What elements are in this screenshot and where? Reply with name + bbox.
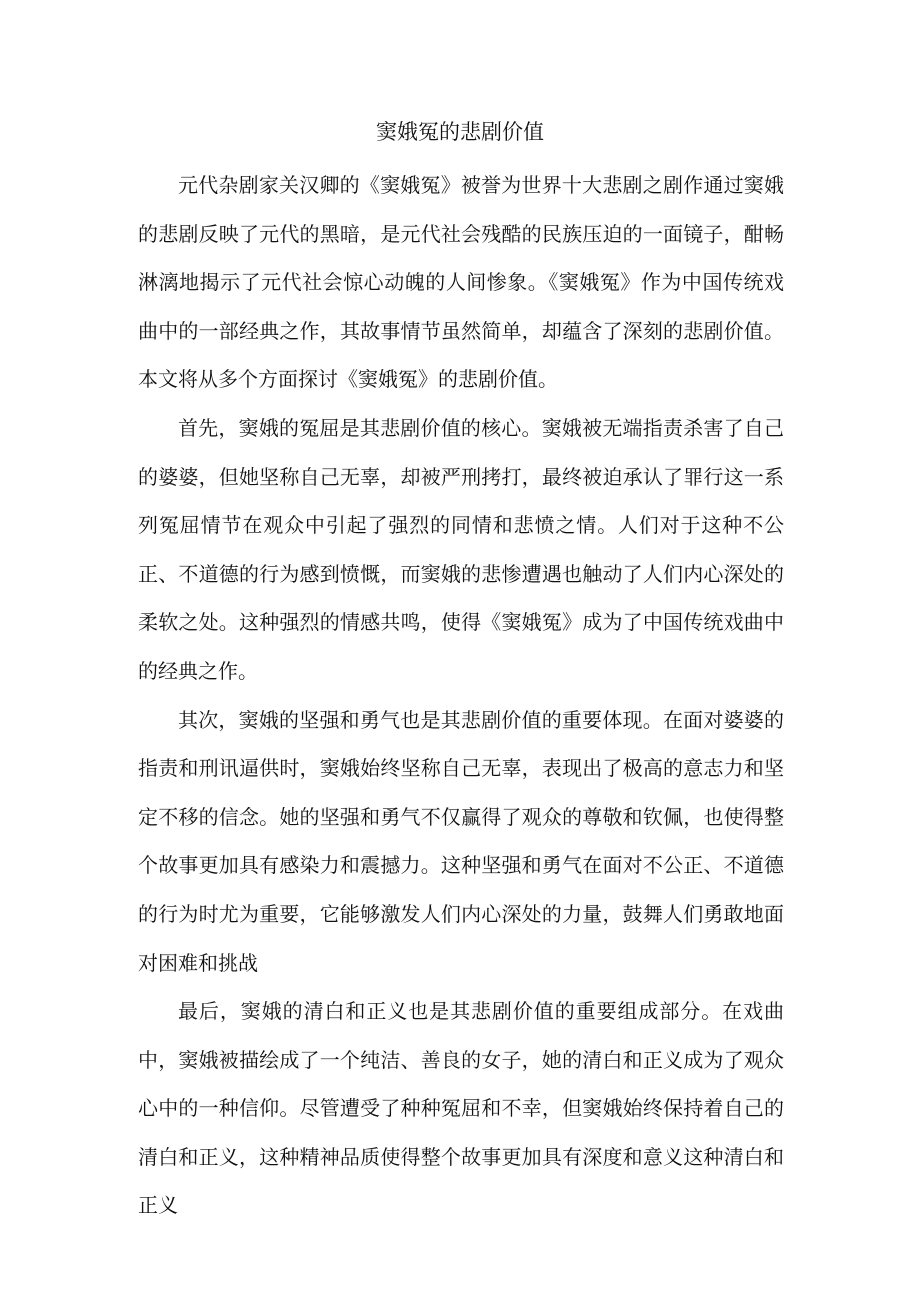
paragraph-last: 最后，窦娥的清白和正义也是其悲剧价值的重要组成部分。在戏曲中，窦娥被描绘成了一个纯洁、善良的女子，她的清白和正义成为了观众心中的一种信仰。尽管遭受了种种冤屈和不幸，但窦娥始终保持着自己的清白和正义，这种精神品质使得整个故事更加具有深度和意义这种清白和正义: [138, 999, 784, 1218]
document-title: 窦娥冤的悲剧价值: [376, 120, 544, 144]
paragraph-first: 首先，窦娥的冤屈是其悲剧价值的核心。窦娥被无端指责杀害了自己的婆婆，但她坚称自己无辜，却被严刑拷打，最终被迫承认了罪行这一系列冤屈情节在观众中引起了强烈的同情和悲愤之情。人们对于这种不公正、不道德的行为感到愤慨，而窦娥的悲惨遭遇也触动了人们内心深处的柔软之处。这种强烈的情感共鸣，使得《窦娥冤》成为了中国传统戏曲中的经典之作。: [138, 415, 784, 683]
paragraph-intro: 元代杂剧家关汉卿的《窦娥冤》被誉为世界十大悲剧之剧作通过窦娥的悲剧反映了元代的黑暗，是元代社会残酷的民族压迫的一面镜子，酣畅淋漓地揭示了元代社会惊心动魄的人间惨象。《窦娥冤》作为中国传统戏曲中的一部经典之作，其故事情节虽然简单，却蕴含了深刻的悲剧价值。本文将从多个方面探讨《窦娥冤》的悲剧价值。: [138, 173, 784, 392]
document-body: [138, 161, 784, 1230]
paragraph-second: 其次，窦娥的坚强和勇气也是其悲剧价值的重要体现。在面对婆婆的指责和刑讯逼供时，窦娥始终坚称自己无辜，表现出了极高的意志力和坚定不移的信念。她的坚强和勇气不仅赢得了观众的尊敬和钦佩，也使得整个故事更加具有感染力和震撼力。这种坚强和勇气在面对不公正、不道德的行为时尤为重要，它能够激发人们内心深处的力量，鼓舞人们勇敢地面对困难和挑战: [138, 707, 784, 975]
